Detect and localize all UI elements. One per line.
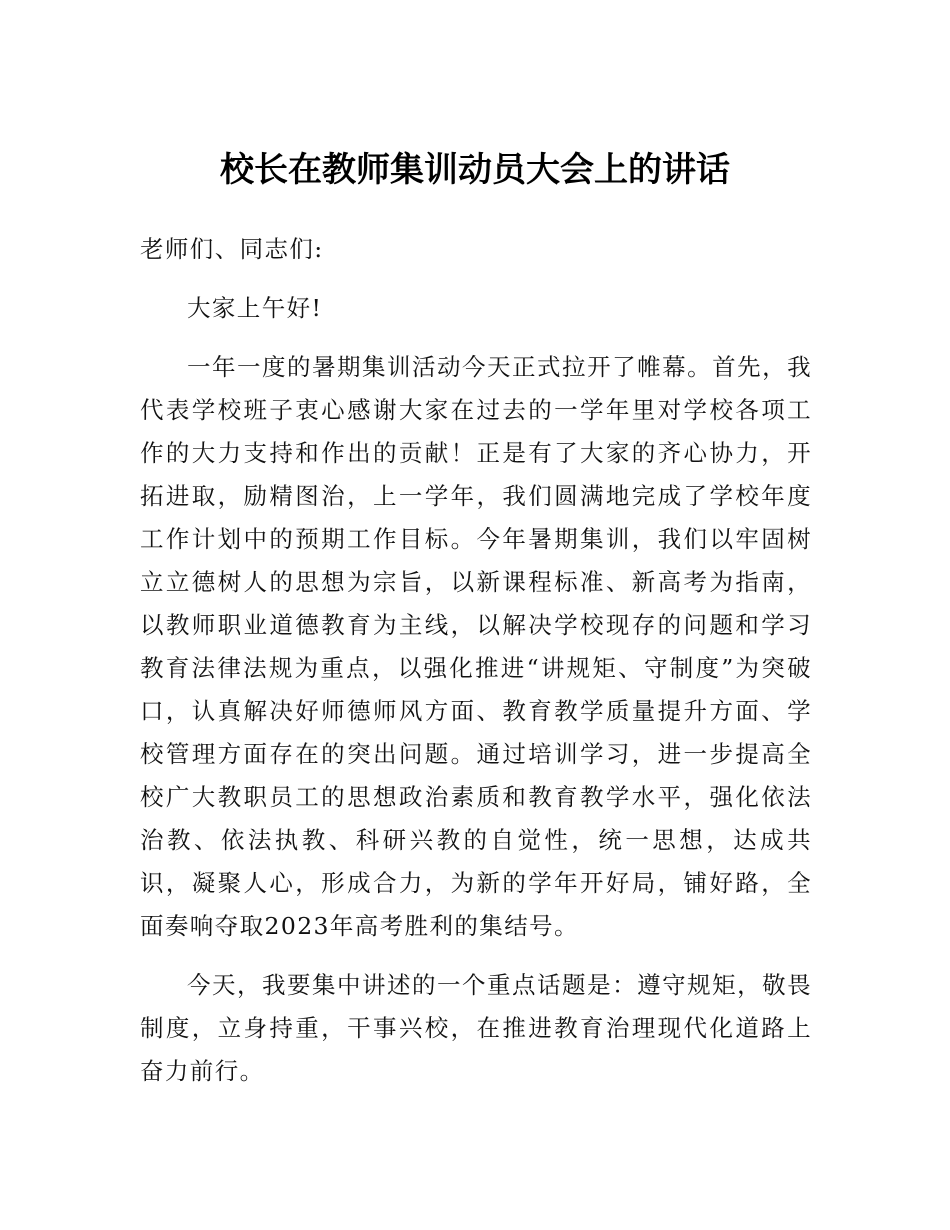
- greeting: 大家上午好!: [187, 294, 323, 322]
- paragraph-2: 今天，我要集中讲述的一个重点话题是：遵守规矩，敬畏制度，立身持重，干事兴校，在推进教育治理现代化道路上奋力前行。: [140, 971, 812, 1085]
- paragraph-1: 一年一度的暑期集训活动今天正式拉开了帷幕。首先，我代表学校班子衷心感谢大家在过去的一学年里对学校各项工作的大力支持和作出的贡献！正是有了大家的齐心协力，开拓进取，励精图治，上一学年，我们圆满地完成了学校年度工作计划中的预期工作目标。今年暑期集训，我们以牢固树立立德树人的思想为宗旨，以新课程标准、新高考为指南，以教师职业道德教育为主线，以解决学校现存的问题和学习教育法律法规为重点，以强化推进“讲规矩、守制度”为突破口，认真解决好师德师风方面、教育教学质量提升方面、学校管理方面存在的突出问题。通过培训学习，进一步提高全校广大教职员工的思想政治素质和教育教学水平，强化依法治教、依法执教、科研兴教的自觉性，统一思想，达成共识，凝聚人心，形成合力，为新的学年开好局，铺好路，全面奏响夺取2023年高考胜利的集结号。: [140, 353, 812, 940]
- document-body: [140, 228, 812, 1109]
- document-title: 校长在教师集训动员大会上的讲话: [220, 150, 730, 190]
- salutation: 老师们、同志们:: [140, 235, 324, 263]
